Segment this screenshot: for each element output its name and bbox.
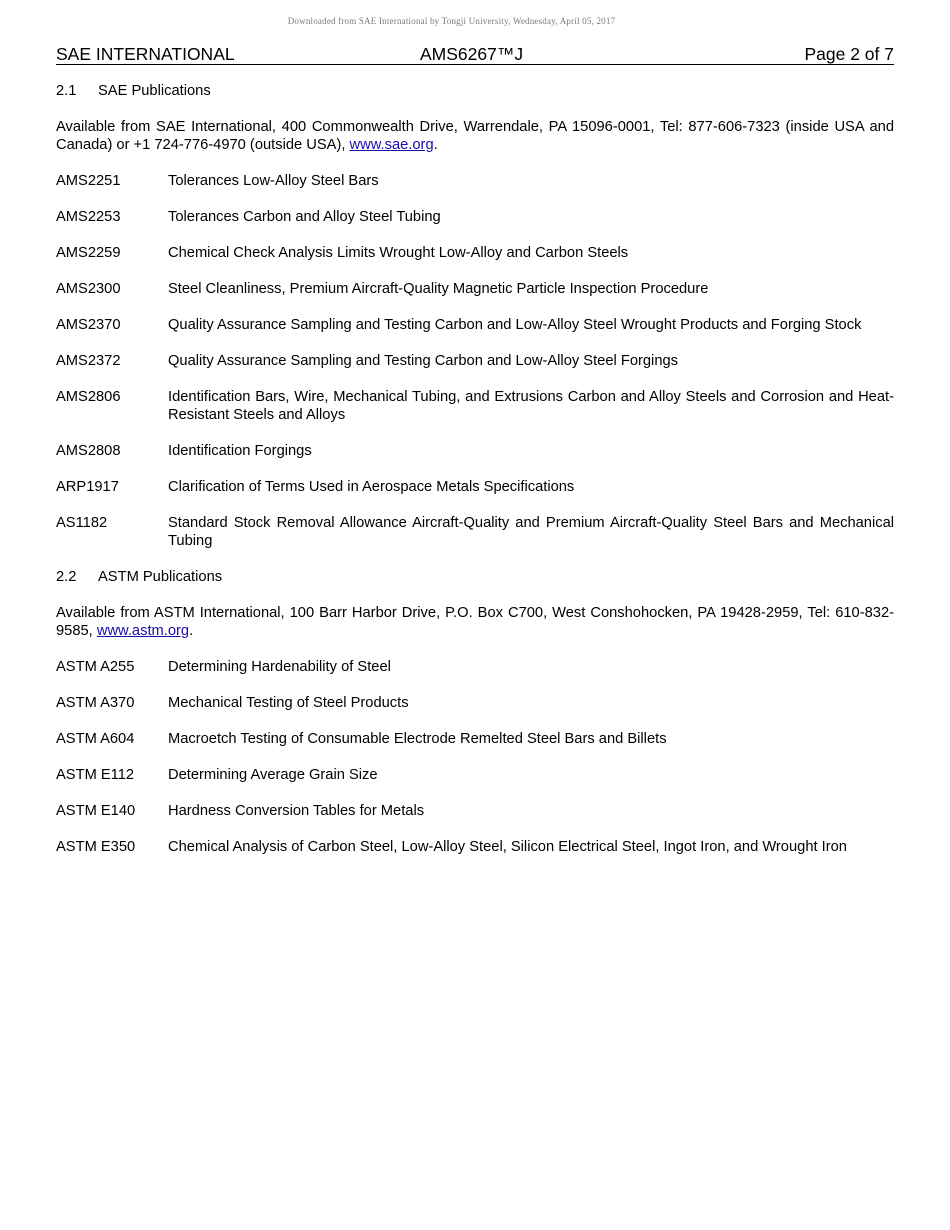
reference-code: AMS2253 [56,209,121,225]
section-heading-sae [56,82,894,100]
reference-title: Identification Forgings [168,443,312,459]
document-body [56,82,894,874]
reference-code: ASTM E350 [56,839,136,855]
reference-code: ASTM E112 [56,767,135,783]
sae-availability-paragraph [56,118,894,154]
reference-code: AMS2806 [56,389,121,405]
reference-item [56,838,894,856]
header-page-number: Page 2 of 7 [804,44,894,64]
reference-item [56,658,894,676]
reference-code: AMS2259 [56,245,121,261]
section-title: ASTM Publications [98,569,223,585]
reference-item [56,388,894,424]
header-document-number: AMS6267™J [420,44,524,64]
reference-code: ASTM A370 [56,695,135,711]
reference-code: ARP1917 [56,479,119,495]
reference-item [56,172,894,190]
reference-item [56,514,894,550]
reference-title: Chemical Check Analysis Limits Wrought Low-Alloy and Carbon Steels [168,245,629,261]
reference-title: Determining Hardenability of Steel [168,659,391,675]
reference-item [56,442,894,460]
reference-title: Tolerances Low-Alloy Steel Bars [168,173,379,189]
reference-item [56,352,894,370]
reference-title: Mechanical Testing of Steel Products [168,695,409,711]
reference-item [56,802,894,820]
reference-item [56,280,894,298]
astm-availability-paragraph [56,604,894,640]
reference-title: Hardness Conversion Tables for Metals [168,803,425,819]
reference-item [56,244,894,262]
astm-website-link[interactable]: www.astm.org [96,623,190,639]
astm-reference-list [56,658,894,856]
reference-item [56,694,894,712]
sae-website-link[interactable]: www.sae.org [349,137,434,153]
header-organization: SAE INTERNATIONAL [56,44,235,64]
reference-title: Determining Average Grain Size [168,767,378,783]
reference-item [56,208,894,226]
reference-title: Macroetch Testing of Consumable Electrode Remelted Steel Bars and Billets [168,731,667,747]
reference-title: Identification Bars, Wire, Mechanical Tubing, and Extrusions Carbon and Alloy Steels and Corrosion and Heat-Resistant Steels and Alloys [168,389,894,423]
reference-item [56,478,894,496]
reference-title: Steel Cleanliness, Premium Aircraft-Quality Magnetic Particle Inspection Procedure [168,281,709,297]
section-heading-astm [56,568,894,586]
reference-title: Tolerances Carbon and Alloy Steel Tubing [168,209,441,225]
reference-code: AMS2372 [56,353,121,369]
section-number: 2.2 [56,569,77,585]
reference-item [56,766,894,784]
reference-item [56,316,894,334]
reference-item [56,730,894,748]
sentence-end: . [189,623,194,639]
sae-reference-list [56,172,894,550]
reference-title: Chemical Analysis of Carbon Steel, Low-Alloy Steel, Silicon Electrical Steel, Ingot Iron, and Wrought Iron [168,839,847,855]
availability-text: Available from SAE International, 400 Commonwealth Drive, Warrendale, PA 15096-0001, Tel: 877-606-7323 (inside USA and Canada) or +1 724-776-4970 (outside USA), [56,119,894,153]
section-title: SAE Publications [98,83,211,99]
reference-code: AMS2370 [56,317,121,333]
reference-code: AS1182 [56,515,108,531]
reference-code: AMS2808 [56,443,121,459]
reference-title: Quality Assurance Sampling and Testing Carbon and Low-Alloy Steel Wrought Products and Forging Stock [168,317,862,333]
reference-code: ASTM A604 [56,731,135,747]
reference-code: ASTM E140 [56,803,136,819]
reference-title: Quality Assurance Sampling and Testing Carbon and Low-Alloy Steel Forgings [168,353,678,369]
page-header [56,44,894,65]
reference-title: Clarification of Terms Used in Aerospace Metals Specifications [168,479,575,495]
reference-code: AMS2300 [56,281,121,297]
reference-title: Standard Stock Removal Allowance Aircraft-Quality and Premium Aircraft-Quality Steel Bars and Mechanical Tubing [168,515,894,549]
section-number: 2.1 [56,83,77,99]
availability-text: Available from ASTM International, 100 Barr Harbor Drive, P.O. Box C700, West Conshohocken, PA 19428-2959, Tel: 610-832-9585, [56,605,894,639]
reference-code: AMS2251 [56,173,121,189]
sentence-end: . [433,137,438,153]
reference-code: ASTM A255 [56,659,135,675]
download-watermark: Downloaded from SAE International by Tongji University, Wednesday, April 05, 2017 [287,16,616,26]
